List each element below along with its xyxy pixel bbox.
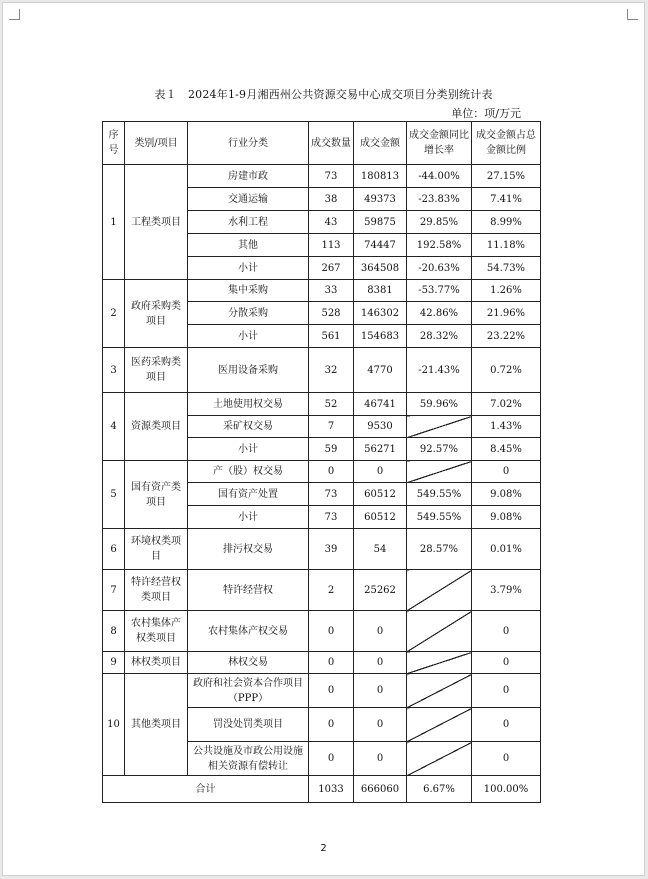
- category-cell: 特许经营权类项目: [125, 570, 188, 611]
- table-row: [103, 652, 541, 674]
- share-cell: 1.26%: [472, 280, 541, 302]
- share-cell: 9.08%: [472, 506, 541, 529]
- count-cell: 52: [309, 393, 354, 416]
- seq-cell: 9: [103, 652, 125, 674]
- amount-cell: 0: [354, 611, 407, 652]
- count-cell: 59: [309, 438, 354, 461]
- category-cell: 其他类项目: [125, 674, 188, 776]
- amount-cell: 8381: [354, 280, 407, 302]
- share-cell: 1.43%: [472, 416, 541, 438]
- amount-cell: 74447: [354, 234, 407, 257]
- table-row: [103, 348, 541, 393]
- statistics-table: [102, 121, 541, 803]
- total-row: [103, 776, 541, 803]
- amount-cell: 154683: [354, 325, 407, 348]
- share-cell: 0: [472, 742, 541, 776]
- crop-mark: [627, 9, 638, 20]
- share-cell: 23.22%: [472, 325, 541, 348]
- count-cell: 43: [309, 211, 354, 234]
- count-cell: 7: [309, 416, 354, 438]
- crop-mark: [9, 9, 20, 20]
- industry-cell: 小计: [188, 325, 309, 348]
- industry-cell: 公共设施及市政公用设施相关资源有偿转让: [188, 742, 309, 776]
- yoy-cell: 28.32%: [407, 325, 472, 348]
- count-cell: 0: [309, 652, 354, 674]
- amount-cell: 4770: [354, 348, 407, 393]
- share-cell: 0: [472, 652, 541, 674]
- yoy-cell: 42.86%: [407, 302, 472, 325]
- industry-cell: 土地使用权交易: [188, 393, 309, 416]
- category-cell: 环境权类项目: [125, 529, 188, 570]
- table-title: 表１ 2024年1-9月湘西州公共资源交易中心成交项目分类别统计表: [154, 88, 493, 101]
- header-seq: 序号: [103, 122, 125, 165]
- unit-label: 单位：项/万元: [451, 107, 521, 120]
- share-cell: 0: [472, 461, 541, 483]
- industry-cell: 小计: [188, 438, 309, 461]
- amount-cell: 146302: [354, 302, 407, 325]
- header-count: 成交数量: [309, 122, 354, 165]
- count-cell: 39: [309, 529, 354, 570]
- yoy-cell: 192.58%: [407, 234, 472, 257]
- header-share: 成交金额占总金额比例: [472, 122, 541, 165]
- share-cell: 0: [472, 674, 541, 708]
- yoy-cell: -44.00%: [407, 165, 472, 188]
- industry-cell: 医用设备采购: [188, 348, 309, 393]
- category-cell: 农村集体产权类项目: [125, 611, 188, 652]
- category-cell: 林权类项目: [125, 652, 188, 674]
- share-cell: 8.45%: [472, 438, 541, 461]
- count-cell: 33: [309, 280, 354, 302]
- page-number: 2: [320, 843, 327, 854]
- table-row: [103, 529, 541, 570]
- yoy-cell: [407, 674, 472, 708]
- industry-cell: 小计: [188, 506, 309, 529]
- document-page: [2, 2, 645, 876]
- count-cell: 528: [309, 302, 354, 325]
- seq-cell: 1: [103, 165, 125, 280]
- category-cell: 医药采购类项目: [125, 348, 188, 393]
- industry-cell: 农村集体产权交易: [188, 611, 309, 652]
- total-yoy: 6.67%: [407, 776, 472, 803]
- yoy-cell: [407, 570, 472, 611]
- category-cell: 国有资产类项目: [125, 461, 188, 529]
- count-cell: 0: [309, 674, 354, 708]
- category-cell: 资源类项目: [125, 393, 188, 461]
- amount-cell: 60512: [354, 483, 407, 506]
- amount-cell: 0: [354, 674, 407, 708]
- count-cell: 0: [309, 708, 354, 742]
- industry-cell: 林权交易: [188, 652, 309, 674]
- amount-cell: 56271: [354, 438, 407, 461]
- amount-cell: 0: [354, 708, 407, 742]
- share-cell: 7.41%: [472, 188, 541, 211]
- total-count: 1033: [309, 776, 354, 803]
- industry-cell: 政府和社会资本合作项目（PPP）: [188, 674, 309, 708]
- table-row: [103, 461, 541, 483]
- amount-cell: 49373: [354, 188, 407, 211]
- industry-cell: 房建市政: [188, 165, 309, 188]
- share-cell: 0: [472, 611, 541, 652]
- industry-cell: 水利工程: [188, 211, 309, 234]
- count-cell: 0: [309, 742, 354, 776]
- seq-cell: 6: [103, 529, 125, 570]
- industry-cell: 其他: [188, 234, 309, 257]
- yoy-cell: -23.83%: [407, 188, 472, 211]
- yoy-cell: -20.63%: [407, 257, 472, 280]
- table-row: [103, 280, 541, 302]
- industry-cell: 排污权交易: [188, 529, 309, 570]
- yoy-cell: -21.43%: [407, 348, 472, 393]
- yoy-cell: 59.96%: [407, 393, 472, 416]
- share-cell: 7.02%: [472, 393, 541, 416]
- count-cell: 73: [309, 483, 354, 506]
- yoy-cell: 549.55%: [407, 483, 472, 506]
- amount-cell: 364508: [354, 257, 407, 280]
- total-amount: 666060: [354, 776, 407, 803]
- amount-cell: 60512: [354, 506, 407, 529]
- industry-cell: 罚没处罚类项目: [188, 708, 309, 742]
- share-cell: 9.08%: [472, 483, 541, 506]
- count-cell: 2: [309, 570, 354, 611]
- yoy-cell: -53.77%: [407, 280, 472, 302]
- seq-cell: 4: [103, 393, 125, 461]
- count-cell: 0: [309, 611, 354, 652]
- count-cell: 561: [309, 325, 354, 348]
- share-cell: 0.01%: [472, 529, 541, 570]
- share-cell: 27.15%: [472, 165, 541, 188]
- industry-cell: 产（股）权交易: [188, 461, 309, 483]
- table-row: [103, 570, 541, 611]
- header-industry: 行业分类: [188, 122, 309, 165]
- seq-cell: 8: [103, 611, 125, 652]
- amount-cell: 25262: [354, 570, 407, 611]
- industry-cell: 交通运输: [188, 188, 309, 211]
- table-row: [103, 611, 541, 652]
- count-cell: 113: [309, 234, 354, 257]
- header-yoy: 成交金额同比增长率: [407, 122, 472, 165]
- amount-cell: 59875: [354, 211, 407, 234]
- seq-cell: 5: [103, 461, 125, 529]
- industry-cell: 国有资产处置: [188, 483, 309, 506]
- count-cell: 73: [309, 165, 354, 188]
- seq-cell: 7: [103, 570, 125, 611]
- table-body: [103, 122, 541, 803]
- seq-cell: 2: [103, 280, 125, 348]
- header-category: 类别/项目: [125, 122, 188, 165]
- industry-cell: 集中采购: [188, 280, 309, 302]
- share-cell: 0: [472, 708, 541, 742]
- seq-cell: 3: [103, 348, 125, 393]
- share-cell: 8.99%: [472, 211, 541, 234]
- count-cell: 38: [309, 188, 354, 211]
- table-row: [103, 393, 541, 416]
- yoy-cell: [407, 416, 472, 438]
- category-cell: 工程类项目: [125, 165, 188, 280]
- amount-cell: 46741: [354, 393, 407, 416]
- amount-cell: 0: [354, 652, 407, 674]
- table-row: [103, 165, 541, 188]
- industry-cell: 特许经营权: [188, 570, 309, 611]
- header-amount: 成交金额: [354, 122, 407, 165]
- industry-cell: 分散采购: [188, 302, 309, 325]
- amount-cell: 0: [354, 742, 407, 776]
- category-cell: 政府采购类项目: [125, 280, 188, 348]
- seq-cell: 10: [103, 674, 125, 776]
- header-row: [103, 122, 541, 165]
- yoy-cell: [407, 611, 472, 652]
- count-cell: 73: [309, 506, 354, 529]
- amount-cell: 180813: [354, 165, 407, 188]
- share-cell: 3.79%: [472, 570, 541, 611]
- yoy-cell: 549.55%: [407, 506, 472, 529]
- yoy-cell: [407, 708, 472, 742]
- count-cell: 0: [309, 461, 354, 483]
- yoy-cell: [407, 742, 472, 776]
- yoy-cell: 92.57%: [407, 438, 472, 461]
- industry-cell: 采矿权交易: [188, 416, 309, 438]
- yoy-cell: [407, 652, 472, 674]
- total-share: 100.00%: [472, 776, 541, 803]
- yoy-cell: 28.57%: [407, 529, 472, 570]
- share-cell: 11.18%: [472, 234, 541, 257]
- share-cell: 21.96%: [472, 302, 541, 325]
- table-row: [103, 674, 541, 708]
- count-cell: 32: [309, 348, 354, 393]
- yoy-cell: [407, 461, 472, 483]
- share-cell: 0.72%: [472, 348, 541, 393]
- industry-cell: 小计: [188, 257, 309, 280]
- total-label: 合计: [103, 776, 309, 803]
- yoy-cell: 29.85%: [407, 211, 472, 234]
- amount-cell: 9530: [354, 416, 407, 438]
- share-cell: 54.73%: [472, 257, 541, 280]
- amount-cell: 0: [354, 461, 407, 483]
- amount-cell: 54: [354, 529, 407, 570]
- count-cell: 267: [309, 257, 354, 280]
